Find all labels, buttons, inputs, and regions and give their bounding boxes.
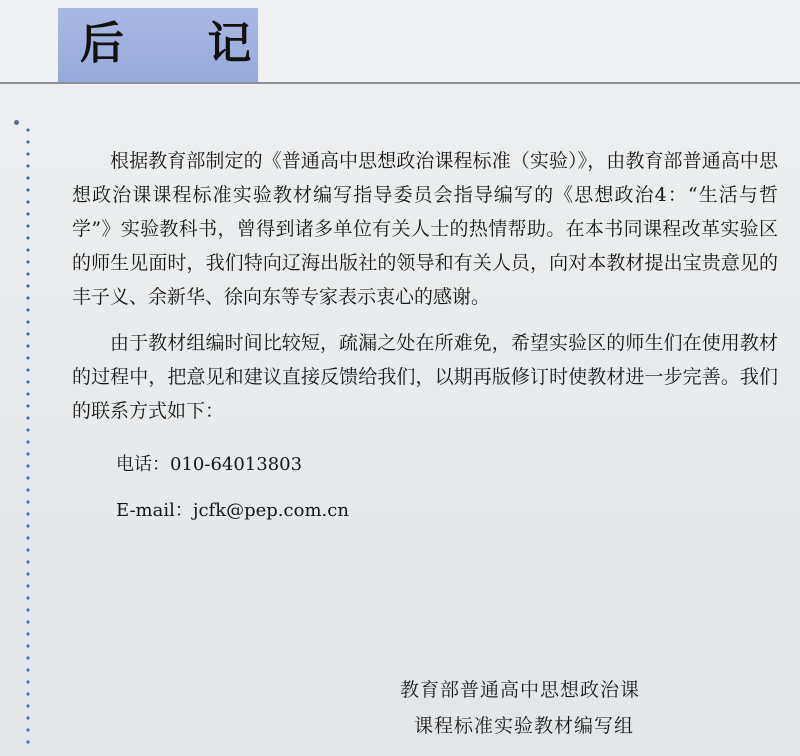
phone-label: 电话：	[116, 454, 170, 475]
header-rule	[0, 82, 800, 84]
phone-number: 010-64013803	[170, 454, 303, 475]
signature-line-2: 课程标准实验教材编写组	[414, 715, 635, 737]
email-line	[116, 488, 778, 534]
signature-line-1: 教育部普通高中思想政治课	[400, 679, 641, 701]
paragraph-1: 根据教育部制定的《普通高中思想政治课程标准（实验）》，由教育部普通高中思想政治课课程标准实验教材编写指导委员会指导编写的《思想政治4：“生活与哲学”》实验教科书，曾得到诸多单位有关人士的热情帮助。在本书同课程改革实验区的师生见面时，我们特向辽海出版社的领导和有关人员，向对本教材提出宝贵意见的丰子义、余新华、徐向东等专家表示衷心的感谢。	[72, 150, 778, 308]
page-title: 后 记	[80, 18, 286, 69]
phone-line	[116, 442, 778, 488]
postscript-body	[72, 144, 778, 534]
dotted-margin-line	[26, 124, 30, 752]
email-label: E-mail：	[116, 500, 193, 521]
bullet-dot	[14, 120, 19, 125]
contact-info	[116, 442, 778, 534]
paragraph-2: 由于教材组编时间比较短，疏漏之处在所难免，希望实验区的师生们在使用教材的过程中，把意见和建议直接反馈给我们，以期再版修订时使教材进一步完善。我们的联系方式如下：	[72, 332, 778, 422]
email-address: jcfk@pep.com.cn	[192, 500, 349, 521]
signature-block	[400, 672, 720, 744]
